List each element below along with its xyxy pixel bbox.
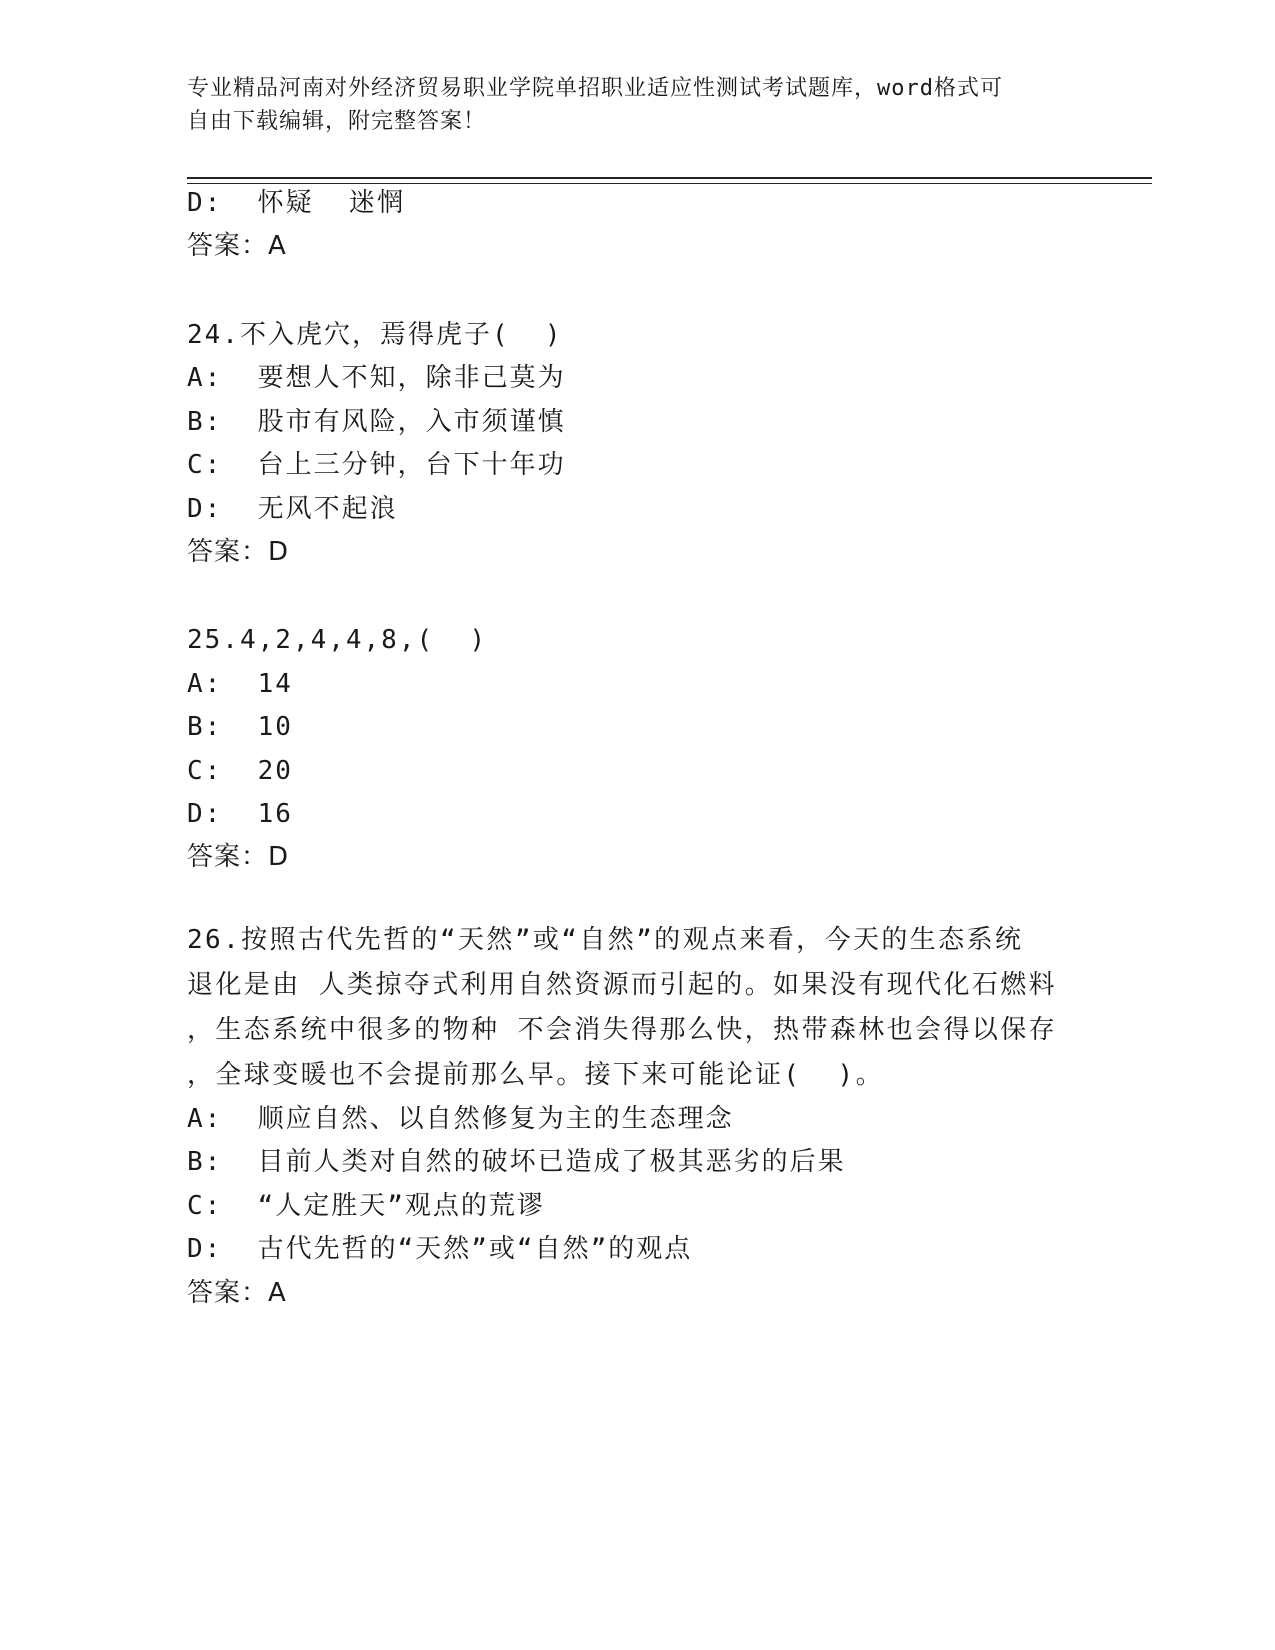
q25-stem: 25.4,2,4,4,8,( ) xyxy=(187,625,488,655)
q24-stem: 24.不入虎穴，焉得虎子( ) xyxy=(187,320,563,350)
q26-answer: 答案：A xyxy=(187,1278,287,1308)
q26-option-d: D: 古代先哲的“天然”或“自然”的观点 xyxy=(187,1234,693,1264)
q26-stem-line-1: 26.按照古代先哲的“天然”或“自然”的观点来看，今天的生态系统 xyxy=(187,925,1024,955)
header-line-1: 专业精品河南对外经济贸易职业学院单招职业适应性测试考试题库，word格式可 xyxy=(187,76,1003,101)
q26-option-c: C: “人定胜天”观点的荒谬 xyxy=(187,1191,545,1221)
header-rule-thin xyxy=(187,183,1152,184)
prev-answer: 答案：A xyxy=(187,231,287,261)
q26-stem xyxy=(187,918,1087,1098)
prev-option-d: D: 怀疑 迷惘 xyxy=(187,188,405,218)
document-header xyxy=(187,72,1067,138)
q25-option-b: B: 10 xyxy=(187,712,293,742)
q24-option-a: A: 要想人不知，除非己莫为 xyxy=(187,363,566,393)
q25-option-d: D: 16 xyxy=(187,799,293,829)
q24-answer: 答案：D xyxy=(187,537,290,567)
q26-stem-line-2: 退化是由 人类掠夺式利用自然资源而引起的。如果没有现代化石燃料 xyxy=(187,970,1058,1000)
q24-option-c: C: 台上三分钟，台下十年功 xyxy=(187,450,566,480)
q26-stem-line-3: ，生态系统中很多的物种 不会消失得那么快，热带森林也会得以保存 xyxy=(187,1015,1058,1045)
q24-option-d: D: 无风不起浪 xyxy=(187,494,398,524)
q26-stem-line-4: ，全球变暖也不会提前那么早。接下来可能论证( )。 xyxy=(187,1060,885,1090)
q25-option-c: C: 20 xyxy=(187,756,293,786)
q25-answer: 答案：D xyxy=(187,842,290,872)
q24-option-b: B: 股市有风险，入市须谨慎 xyxy=(187,407,566,437)
header-line-2: 自由下载编辑，附完整答案！ xyxy=(187,109,487,134)
header-rule-thick xyxy=(187,177,1152,179)
q25-option-a: A: 14 xyxy=(187,669,293,699)
q26-option-b: B: 目前人类对自然的破坏已造成了极其恶劣的后果 xyxy=(187,1147,846,1177)
q26-option-a: A: 顺应自然、以自然修复为主的生态理念 xyxy=(187,1104,734,1134)
